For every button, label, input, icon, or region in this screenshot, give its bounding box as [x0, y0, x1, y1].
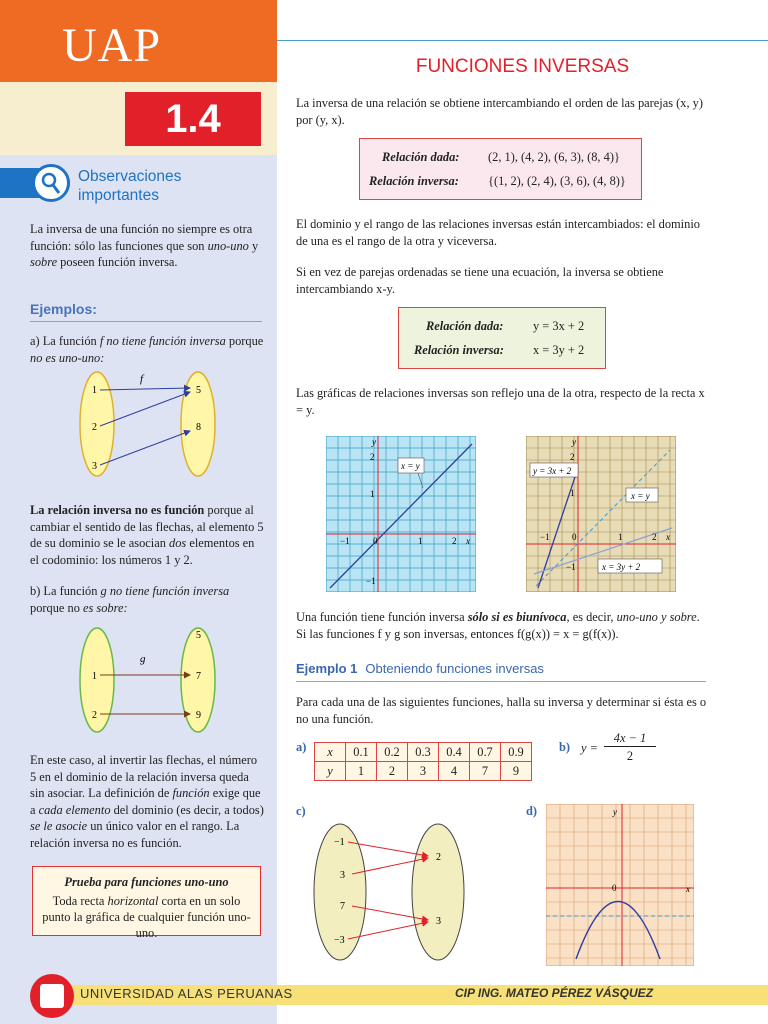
ex-b-emph2: es sobre: — [83, 600, 128, 615]
intro-emph: sobre — [30, 255, 58, 269]
observaciones-title — [78, 167, 181, 205]
codomain-value: 2 — [436, 852, 441, 863]
ex-b-emph: g no tiene función inversa — [100, 584, 230, 598]
obs-title-line1: Observaciones — [78, 168, 182, 185]
example-b-text — [30, 583, 265, 616]
formula-lhs: y = — [581, 741, 598, 755]
formula-denominator: 2 — [626, 749, 634, 763]
table-cell: y — [315, 762, 346, 781]
prueba-part: Toda recta — [52, 894, 108, 908]
domain-value: 3 — [340, 870, 345, 881]
domain-ellipse — [80, 372, 114, 476]
origin-label: 0 — [612, 883, 617, 893]
tick-label: 1 — [370, 489, 375, 499]
table-row — [315, 743, 532, 762]
y-axis-label: y — [613, 807, 617, 817]
case-part: En este caso, al invertir las flechas, el número 5 en el dominio de la relación inversa queda sin asociar. La definición de — [30, 753, 258, 800]
relation-inverse-value: {(1, 2), (2, 4), (3, 6), (4, 8)} — [488, 174, 626, 188]
item-d-label: d) — [526, 804, 538, 818]
case-emph: cada elemento — [38, 802, 111, 817]
relation-given-label: Relación dada: — [382, 150, 460, 164]
line-label: x = y — [401, 461, 420, 471]
case-explanation-text — [30, 752, 265, 851]
item-a-label: a) — [296, 740, 307, 754]
page-title: FUNCIONES INVERSAS — [415, 56, 630, 77]
tick-label: 1 — [570, 488, 575, 498]
relation-inverse-text — [30, 502, 265, 568]
tick-label: 2 — [652, 532, 657, 542]
domain-value: −3 — [334, 935, 345, 946]
mapping-diagram-g — [70, 624, 230, 736]
x-axis-label: x — [686, 884, 690, 894]
codomain-value: 9 — [196, 710, 201, 721]
codomain-value: 3 — [436, 916, 441, 927]
paragraph-instructions: Para cada una de las siguientes funciones, halla su inversa y determinar si ésta es o no una función. — [296, 695, 707, 726]
p5-part: . Si las funciones f y g son inversas, entonces f(g(x)) = x = g(f(x)). — [296, 610, 700, 641]
table-cell: 2 — [377, 762, 408, 781]
case-emph: función — [172, 786, 210, 800]
item-b-label: b) — [559, 740, 571, 754]
codomain-value: 5 — [196, 385, 201, 396]
intro-part: y — [248, 238, 259, 253]
ex-a-emph2: no es uno-uno: — [30, 350, 105, 365]
y-axis-label: y — [372, 437, 376, 447]
magnifier-icon — [32, 164, 70, 202]
section-number: 1.4 — [125, 92, 261, 146]
graph-identity — [326, 436, 476, 592]
table-cell: 0.1 — [346, 743, 377, 762]
tick-label: −1 — [566, 562, 576, 572]
codomain-value: 8 — [196, 422, 201, 433]
rel-inv-rest: porque al cambiar el sentido de las flechas, al elemento 5 de su dominio se le asocian — [30, 503, 264, 550]
codomain-ellipse — [412, 824, 464, 960]
item-c-label: c) — [296, 804, 306, 818]
footer-logo-square — [40, 984, 64, 1008]
footer-university: UNIVERSIDAD ALAS PERUANAS — [80, 986, 293, 1001]
table-cell: 4 — [439, 762, 470, 781]
left-intro-text — [30, 221, 265, 271]
prueba-title: Prueba para funciones uno-uno — [64, 875, 229, 889]
tick-label: 2 — [452, 536, 457, 546]
codomain-value: 5 — [196, 630, 201, 641]
table-cell: x — [315, 743, 346, 762]
line-label: y = 3x + 2 — [533, 466, 572, 476]
p5-part: Una función tiene función inversa — [296, 610, 468, 624]
paragraph-biunivoca — [296, 609, 708, 643]
formula-numerator: 4x − 1 — [604, 731, 656, 747]
intro-emph: uno-uno — [207, 238, 249, 253]
relation-inverse-label: Relación inversa: — [414, 343, 504, 357]
codomain-value: 7 — [196, 671, 201, 682]
case-part: del dominio (es decir, a todos) — [110, 802, 264, 817]
relation-given-label: Relación dada: — [426, 319, 504, 333]
case-emph: se le asocie — [30, 819, 88, 833]
tick-label: 2 — [370, 452, 375, 462]
case-part: exige que a — [30, 786, 261, 817]
domain-ellipse — [80, 628, 114, 732]
table-cell: 0.7 — [470, 743, 501, 762]
prueba-body — [41, 893, 252, 941]
table-cell: 1 — [346, 762, 377, 781]
domain-value: 1 — [92, 671, 97, 682]
relation-given-value: (2, 1), (4, 2), (6, 3), (8, 4)} — [488, 150, 620, 164]
table-cell: 0.3 — [408, 743, 439, 762]
domain-value: 2 — [92, 710, 97, 721]
domain-value: 2 — [92, 422, 97, 433]
intro-part: poseen función inversa. — [57, 255, 178, 269]
ex-b-mid: porque no — [30, 600, 83, 615]
domain-value: −1 — [334, 837, 345, 848]
table-row — [315, 762, 532, 781]
rel-inv-bold: La relación inversa no es función — [30, 503, 205, 517]
relation-equation-box — [398, 307, 606, 369]
example-a-text — [30, 333, 265, 366]
line-label: x = y — [631, 491, 650, 501]
tick-label: 0 — [373, 536, 378, 546]
obs-title-line2: importantes — [78, 187, 159, 204]
table-cell: 3 — [408, 762, 439, 781]
prueba-callout — [32, 866, 261, 940]
mapping-diagram-c — [310, 820, 470, 970]
ejemplos-heading: Ejemplos: — [30, 301, 97, 317]
relation-inverse-label: Relación inversa: — [369, 174, 459, 188]
tick-label: 1 — [618, 532, 623, 542]
line-label: x = 3y + 2 — [602, 562, 641, 572]
prueba-emph: horizontal — [107, 894, 159, 908]
rel-inv-emph: dos — [169, 536, 187, 550]
xy-table — [314, 742, 532, 781]
rel-inv-end: elementos en el codominio: los números 1 y 2. — [30, 536, 255, 567]
table-cell: 9 — [501, 762, 532, 781]
tick-label: −1 — [340, 536, 350, 546]
table-cell: 0.9 — [501, 743, 532, 762]
relation-pairs-box — [359, 138, 642, 200]
prueba-part: corta en un solo punto la gráfica de cualquier función uno-uno. — [42, 894, 251, 940]
mapping-diagram-f — [70, 368, 230, 480]
case-part: un único valor en el rango. La relación inversa no es función. — [30, 819, 240, 850]
tick-label: 0 — [572, 532, 577, 542]
x-axis-label: x — [466, 536, 470, 546]
ejemplo1-divider — [296, 681, 706, 682]
function-label: f — [140, 373, 144, 385]
ex-a-prefix: a) La función — [30, 334, 100, 348]
tick-label: −1 — [366, 576, 376, 586]
p5-part: , es decir, — [566, 610, 617, 624]
function-label: g — [140, 653, 146, 665]
relation-inverse-value: x = 3y + 2 — [533, 343, 585, 357]
y-axis-label: y — [572, 437, 576, 447]
domain-value: 7 — [340, 901, 345, 912]
x-axis-label: x — [666, 532, 670, 542]
paragraph-inverse-definition: La inversa de una relación se obtiene intercambiando el orden de las parejas (x, y) por (y, x). — [296, 96, 703, 127]
ejemplo1-heading — [296, 661, 544, 676]
brand-title: UAP — [62, 19, 162, 72]
table-cell: 7 — [470, 762, 501, 781]
paragraph-equation: Si en vez de parejas ordenadas se tiene una ecuación, la inversa se obtiene intercambiando x-y. — [296, 265, 664, 296]
tick-label: 1 — [418, 536, 423, 546]
top-divider — [277, 40, 768, 41]
tick-label: −1 — [540, 532, 550, 542]
paragraph-domain-range: El dominio y el rango de las relaciones inversas están intercambiados: el dominio de una es el rango de la otra y viceversa. — [296, 217, 700, 248]
domain-value: 3 — [92, 461, 97, 472]
intro-part: La inversa de una función no siempre es otra función: sólo las funciones que son — [30, 222, 253, 253]
ex-a-mid: porque — [225, 334, 264, 348]
graph-inverse-lines — [526, 436, 676, 592]
ex-b-prefix: b) La función — [30, 584, 101, 598]
paragraph-graph-reflection: Las gráficas de relaciones inversas son reflejo una de la otra, respecto de la recta x = y. — [296, 386, 705, 417]
table-cell: 0.4 — [439, 743, 470, 762]
p5-emph: uno-uno y sobre — [616, 610, 697, 624]
ejemplo1-title: Obteniendo funciones inversas — [365, 661, 544, 676]
domain-value: 1 — [92, 385, 97, 396]
relation-given-value: y = 3x + 2 — [533, 319, 585, 333]
p5-bold: sólo si es biunívoca — [467, 610, 567, 624]
tick-label: 2 — [570, 452, 575, 462]
table-cell: 0.2 — [377, 743, 408, 762]
ex-a-emph: f no tiene función inversa — [99, 334, 226, 348]
arrow — [100, 388, 190, 390]
ejemplos-divider — [30, 321, 262, 322]
footer-author: CIP ING. MATEO PÉREZ VÁSQUEZ — [455, 986, 654, 1000]
graph-parabola — [546, 804, 694, 966]
ejemplo1-label: Ejemplo 1 — [296, 661, 358, 676]
